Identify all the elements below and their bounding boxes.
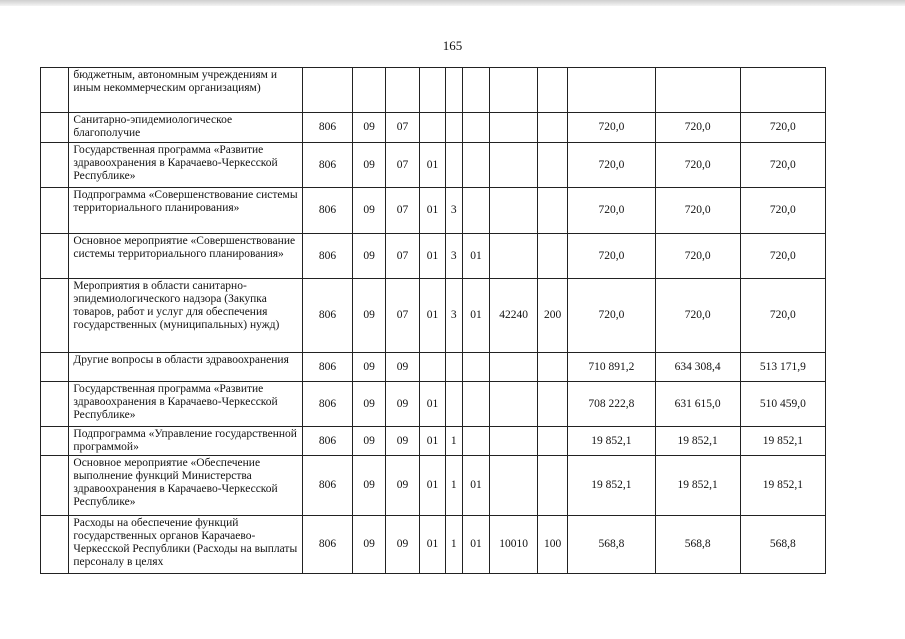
subsection-code: 07 xyxy=(385,113,419,143)
direction-code xyxy=(490,382,538,427)
amount-year-3 xyxy=(740,68,825,113)
amount-year-3: 720,0 xyxy=(740,143,825,188)
table-row xyxy=(41,516,826,574)
amount-year-3: 568,8 xyxy=(740,516,825,574)
subprogram-code xyxy=(445,353,462,382)
item-name: Основное мероприятие «Совершенствование системы территориального планирования» xyxy=(69,234,302,279)
item-name: Санитарно-эпидемиологическое благополучие xyxy=(69,113,302,143)
direction-code xyxy=(490,427,538,456)
amount-year-1: 568,8 xyxy=(568,516,655,574)
amount-year-1: 19 852,1 xyxy=(568,427,655,456)
amount-year-3: 720,0 xyxy=(740,188,825,234)
section-code: 09 xyxy=(353,456,385,516)
program-code: 01 xyxy=(420,143,445,188)
direction-code: 42240 xyxy=(490,279,538,353)
scan-top-edge xyxy=(0,0,905,6)
admin-code: 806 xyxy=(302,143,353,188)
event-code: 01 xyxy=(462,279,489,353)
amount-year-2: 720,0 xyxy=(655,143,740,188)
section-code: 09 xyxy=(353,427,385,456)
subprogram-code xyxy=(445,113,462,143)
event-code: 01 xyxy=(462,456,489,516)
amount-year-1: 710 891,2 xyxy=(568,353,655,382)
admin-code: 806 xyxy=(302,427,353,456)
event-code xyxy=(462,113,489,143)
expense-type-code xyxy=(537,188,567,234)
subsection-code: 09 xyxy=(385,427,419,456)
amount-year-1 xyxy=(568,68,655,113)
subsection-code: 07 xyxy=(385,188,419,234)
table-row xyxy=(41,456,826,516)
subprogram-code xyxy=(445,143,462,188)
amount-year-1: 720,0 xyxy=(568,279,655,353)
section-code xyxy=(353,68,385,113)
amount-year-2: 19 852,1 xyxy=(655,456,740,516)
direction-code xyxy=(490,68,538,113)
subsection-code: 09 xyxy=(385,353,419,382)
amount-year-2 xyxy=(655,68,740,113)
expense-type-code xyxy=(537,382,567,427)
amount-year-1: 720,0 xyxy=(568,113,655,143)
expense-type-code xyxy=(537,456,567,516)
table-row xyxy=(41,382,826,427)
row-number-cell xyxy=(41,234,69,279)
program-code: 01 xyxy=(420,279,445,353)
expense-type-code xyxy=(537,427,567,456)
subprogram-code: 3 xyxy=(445,279,462,353)
admin-code: 806 xyxy=(302,353,353,382)
amount-year-1: 720,0 xyxy=(568,143,655,188)
amount-year-1: 720,0 xyxy=(568,234,655,279)
section-code: 09 xyxy=(353,143,385,188)
subsection-code: 09 xyxy=(385,456,419,516)
expense-type-code: 100 xyxy=(537,516,567,574)
direction-code xyxy=(490,188,538,234)
amount-year-3: 720,0 xyxy=(740,234,825,279)
section-code: 09 xyxy=(353,353,385,382)
subprogram-code: 3 xyxy=(445,234,462,279)
admin-code xyxy=(302,68,353,113)
program-code: 01 xyxy=(420,382,445,427)
amount-year-1: 708 222,8 xyxy=(568,382,655,427)
subprogram-code xyxy=(445,68,462,113)
amount-year-2: 19 852,1 xyxy=(655,427,740,456)
row-number-cell xyxy=(41,113,69,143)
table-row xyxy=(41,143,826,188)
expense-type-code xyxy=(537,113,567,143)
admin-code: 806 xyxy=(302,279,353,353)
amount-year-3: 720,0 xyxy=(740,113,825,143)
expense-type-code xyxy=(537,353,567,382)
amount-year-1: 720,0 xyxy=(568,188,655,234)
page-number: 165 xyxy=(442,38,463,53)
subprogram-code: 3 xyxy=(445,188,462,234)
subsection-code: 07 xyxy=(385,143,419,188)
program-code: 01 xyxy=(420,427,445,456)
amount-year-2: 720,0 xyxy=(655,234,740,279)
amount-year-2: 634 308,4 xyxy=(655,353,740,382)
program-code: 01 xyxy=(420,234,445,279)
admin-code: 806 xyxy=(302,382,353,427)
section-code: 09 xyxy=(353,234,385,279)
admin-code: 806 xyxy=(302,113,353,143)
subprogram-code: 1 xyxy=(445,516,462,574)
amount-year-2: 568,8 xyxy=(655,516,740,574)
amount-year-2: 720,0 xyxy=(655,113,740,143)
table-row xyxy=(41,234,826,279)
item-name: Другие вопросы в области здравоохранения xyxy=(69,353,302,382)
section-code: 09 xyxy=(353,516,385,574)
subsection-code: 07 xyxy=(385,279,419,353)
row-number-cell xyxy=(41,427,69,456)
table-row xyxy=(41,279,826,353)
admin-code: 806 xyxy=(302,234,353,279)
row-number-cell xyxy=(41,68,69,113)
row-number-cell xyxy=(41,516,69,574)
program-code xyxy=(420,68,445,113)
table-row xyxy=(41,353,826,382)
subprogram-code: 1 xyxy=(445,456,462,516)
program-code xyxy=(420,113,445,143)
amount-year-3: 720,0 xyxy=(740,279,825,353)
amount-year-2: 720,0 xyxy=(655,188,740,234)
amount-year-3: 19 852,1 xyxy=(740,456,825,516)
event-code xyxy=(462,188,489,234)
direction-code xyxy=(490,353,538,382)
amount-year-2: 720,0 xyxy=(655,279,740,353)
subsection-code: 07 xyxy=(385,234,419,279)
amount-year-1: 19 852,1 xyxy=(568,456,655,516)
program-code: 01 xyxy=(420,516,445,574)
row-number-cell xyxy=(41,456,69,516)
expense-type-code xyxy=(537,143,567,188)
direction-code xyxy=(490,456,538,516)
amount-year-3: 19 852,1 xyxy=(740,427,825,456)
event-code xyxy=(462,143,489,188)
item-name: Основное мероприятие «Обеспечение выполнение функций Министерства здравоохранения в Карачаево-Черкесской Республике» xyxy=(69,456,302,516)
admin-code: 806 xyxy=(302,456,353,516)
budget-table xyxy=(40,67,826,574)
amount-year-3: 510 459,0 xyxy=(740,382,825,427)
event-code xyxy=(462,427,489,456)
direction-code xyxy=(490,143,538,188)
event-code xyxy=(462,68,489,113)
subsection-code: 09 xyxy=(385,516,419,574)
expense-type-code: 200 xyxy=(537,279,567,353)
amount-year-2: 631 615,0 xyxy=(655,382,740,427)
row-number-cell xyxy=(41,279,69,353)
program-code: 01 xyxy=(420,188,445,234)
direction-code: 10010 xyxy=(490,516,538,574)
program-code xyxy=(420,353,445,382)
subsection-code: 09 xyxy=(385,382,419,427)
table-row xyxy=(41,68,826,113)
item-name: Подпрограмма «Совершенствование системы территориального планирования» xyxy=(69,188,302,234)
admin-code: 806 xyxy=(302,516,353,574)
table-row xyxy=(41,113,826,143)
expense-type-code xyxy=(537,68,567,113)
row-number-cell xyxy=(41,353,69,382)
program-code: 01 xyxy=(420,456,445,516)
table-row xyxy=(41,427,826,456)
subprogram-code: 1 xyxy=(445,427,462,456)
item-name: Государственная программа «Развитие здравоохранения в Карачаево-Черкесской Республике» xyxy=(69,143,302,188)
event-code xyxy=(462,353,489,382)
direction-code xyxy=(490,234,538,279)
subprogram-code xyxy=(445,382,462,427)
row-number-cell xyxy=(41,382,69,427)
admin-code: 806 xyxy=(302,188,353,234)
table-body xyxy=(41,68,826,574)
item-name: Государственная программа «Развитие здравоохранения в Карачаево-Черкесской Республике» xyxy=(69,382,302,427)
direction-code xyxy=(490,113,538,143)
item-name: Подпрограмма «Управление государственной программой» xyxy=(69,427,302,456)
item-name: бюджетным, автономным учреждениям и иным некоммерческим организациям) xyxy=(69,68,302,113)
amount-year-3: 513 171,9 xyxy=(740,353,825,382)
expense-type-code xyxy=(537,234,567,279)
event-code: 01 xyxy=(462,234,489,279)
row-number-cell xyxy=(41,188,69,234)
section-code: 09 xyxy=(353,382,385,427)
item-name: Мероприятия в области санитарно-эпидемиологического надзора (Закупка товаров, работ и услуг для обеспечения государственных (муниципальных) нужд) xyxy=(69,279,302,353)
section-code: 09 xyxy=(353,279,385,353)
item-name: Расходы на обеспечение функций государственных органов Карачаево-Черкесской Республики (Расходы на выплаты персоналу в целях xyxy=(69,516,302,574)
event-code: 01 xyxy=(462,516,489,574)
event-code xyxy=(462,382,489,427)
subsection-code xyxy=(385,68,419,113)
section-code: 09 xyxy=(353,113,385,143)
table-row xyxy=(41,188,826,234)
section-code: 09 xyxy=(353,188,385,234)
row-number-cell xyxy=(41,143,69,188)
